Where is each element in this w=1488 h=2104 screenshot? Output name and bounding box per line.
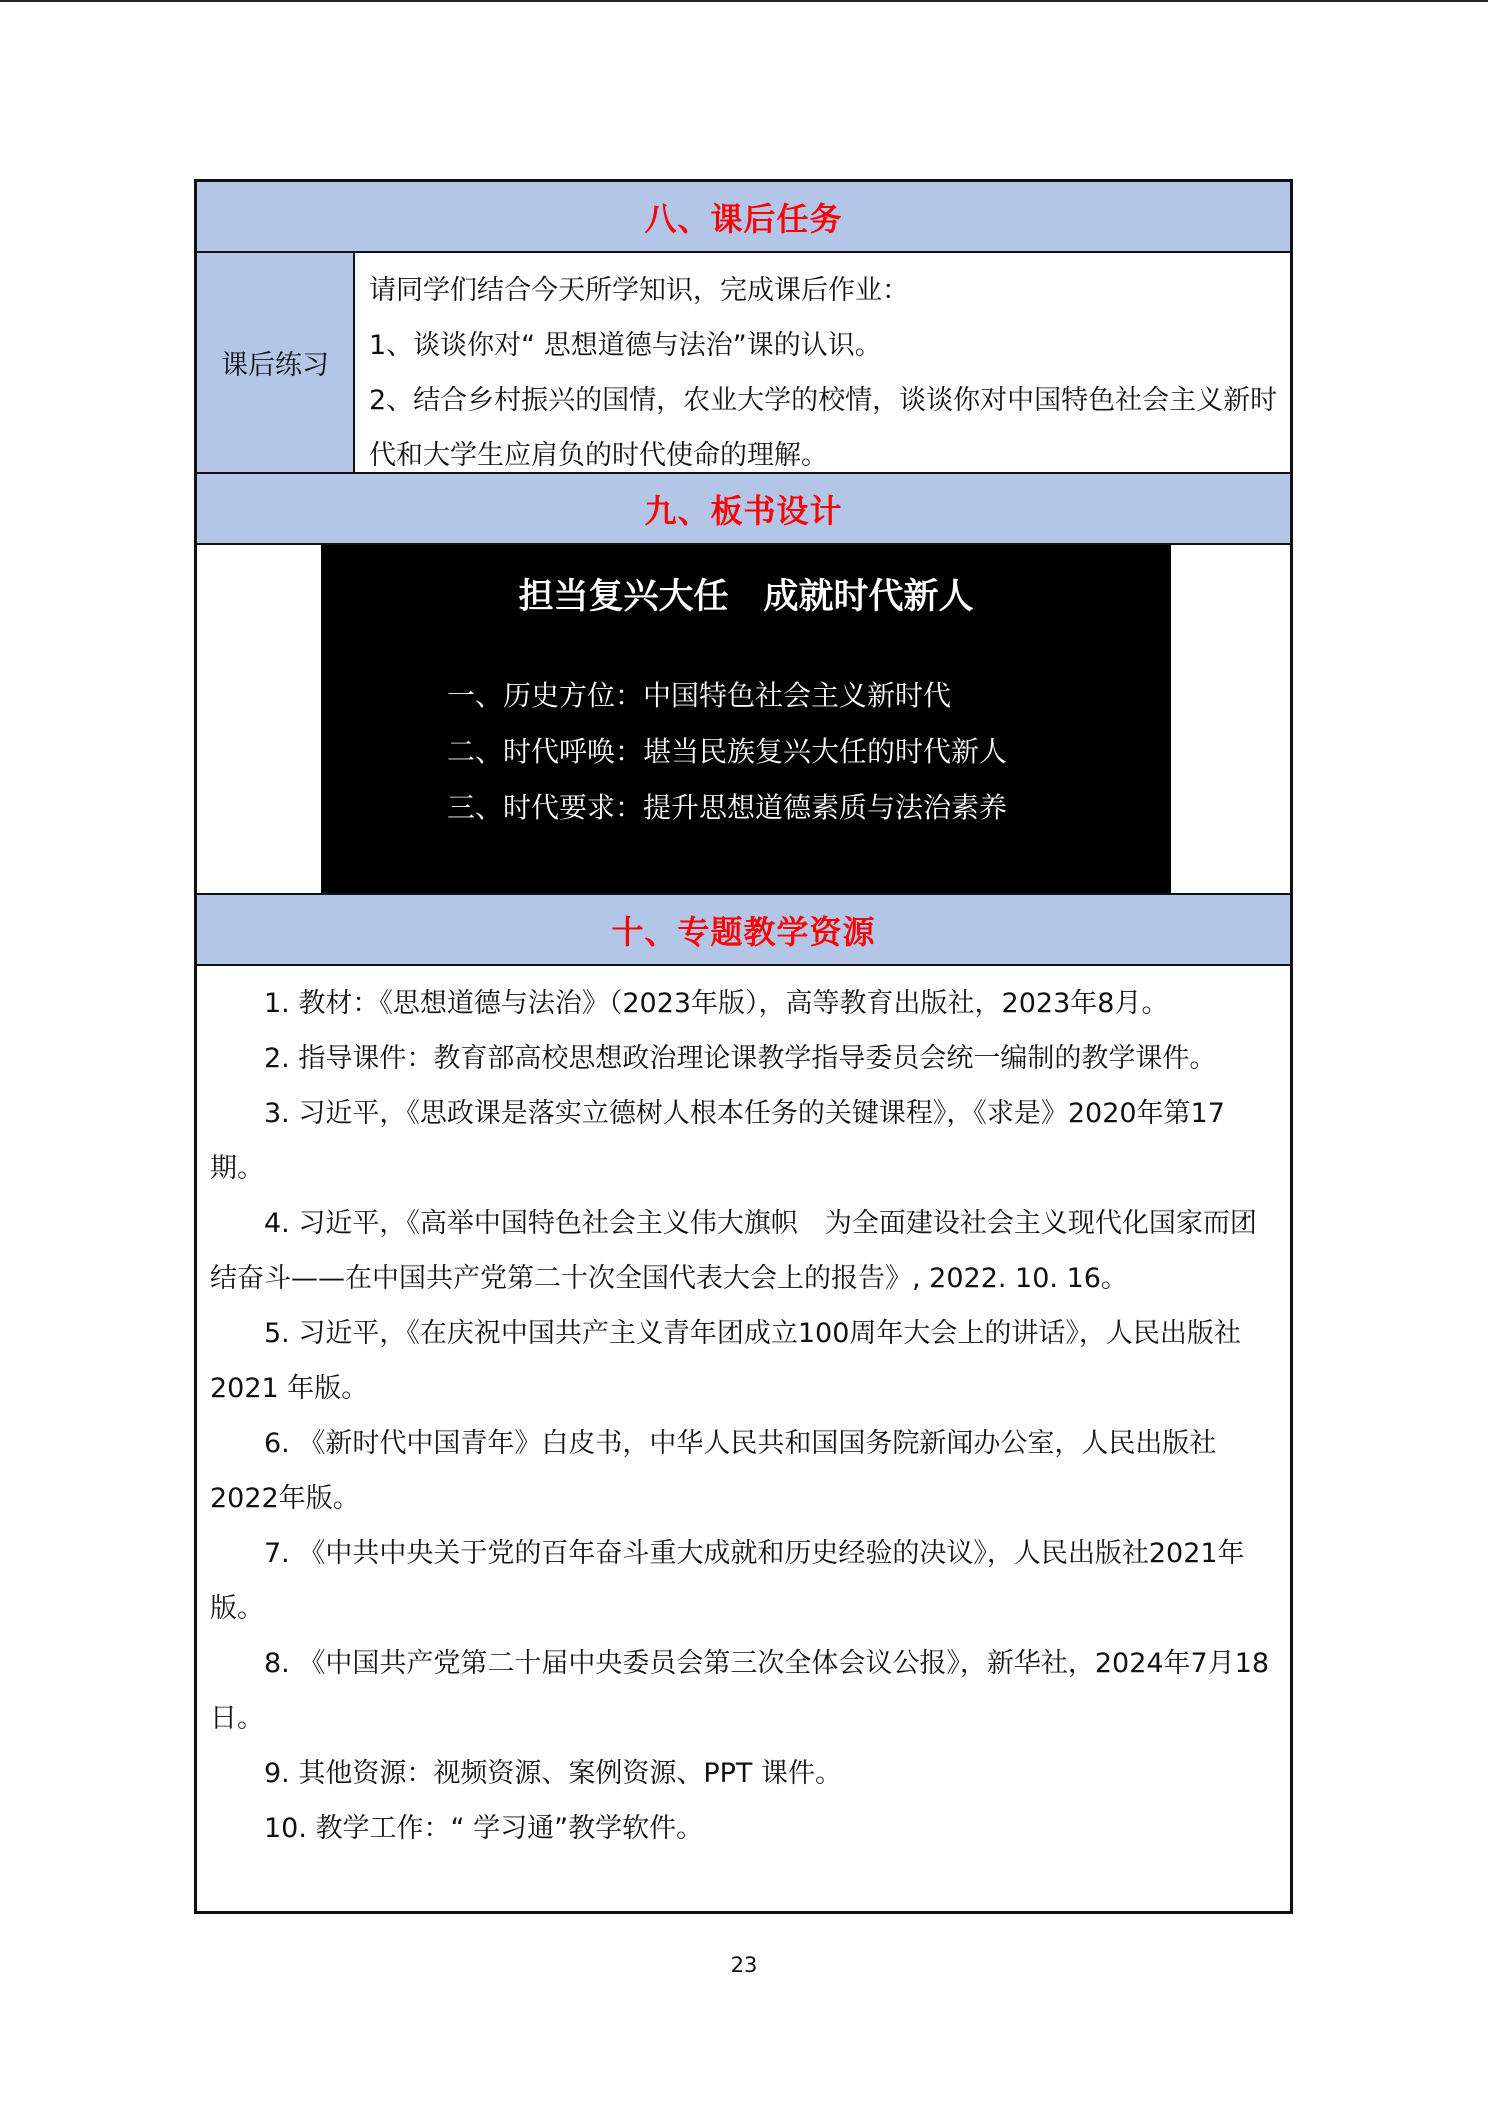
blackboard [321, 545, 1171, 893]
homework-line: 2、结合乡村振兴的国情，农业大学的校情，谈谈你对中国特色社会主义新时代和大学生应肩负的时代使命的理解。 [369, 385, 1278, 471]
lesson-plan-table [194, 179, 1293, 1914]
resource-item: 2. 指导课件：教育部高校思想政治理论课教学指导委员会统一编制的教学课件。 [264, 1043, 1217, 1074]
resource-item: 7. 《中共中央关于党的百年奋斗重大成就和历史经验的决议》，人民出版社2021年版。 [210, 1538, 1245, 1624]
resource-item: 4. 习近平，《高举中国特色社会主义伟大旗帜 为全面建设社会主义现代化国家而团结奋斗——在中国共产党第二十次全国代表大会上的报告》, 2022. 10. 16。 [210, 1208, 1257, 1294]
homework-line: 请同学们结合今天所学知识，完成课后作业： [369, 275, 909, 306]
homework-label-cell [197, 253, 355, 472]
resource-item: 3. 习近平，《思政课是落实立德树人根本任务的关键课程》，《求是》2020年第17期。 [210, 1098, 1225, 1184]
board-line: 三、时代要求：提升思想道德素质与法治素养 [447, 791, 1008, 824]
section-8-header [197, 182, 1290, 253]
resource-item: 1. 教材：《思想道德与法治》（2023年版），高等教育出版社，2023年8月。 [264, 988, 1169, 1019]
resource-item: 6. 《新时代中国青年》白皮书，中华人民共和国国务院新闻办公室，人民出版社2022年版。 [210, 1428, 1217, 1514]
resource-item: 10. 教学工作：“ 学习通”教学软件。 [264, 1813, 704, 1844]
board-lines [447, 668, 1007, 836]
homework-row [197, 253, 1290, 474]
resource-list [197, 966, 1290, 1911]
section-10-header [197, 895, 1290, 966]
section-10-title: 十、专题教学资源 [611, 912, 876, 951]
section-9-header [197, 474, 1290, 545]
board-title: 担当复兴大任 成就时代新人 [518, 577, 974, 617]
homework-label: 课后练习 [221, 350, 329, 381]
board-line: 二、时代呼唤：堪当民族复兴大任的时代新人 [447, 735, 1008, 768]
section-9-title: 九、板书设计 [644, 491, 843, 530]
section-8-title: 八、课后任务 [644, 199, 843, 238]
board-design-row [197, 545, 1290, 895]
homework-line: 1、谈谈你对“ 思想道德与法治”课的认识。 [369, 330, 882, 361]
board-line: 一、历史方位：中国特色社会主义新时代 [447, 679, 952, 712]
homework-content [355, 253, 1290, 472]
resource-item: 9. 其他资源：视频资源、案例资源、PPT 课件。 [264, 1758, 842, 1789]
page-number: 23 [730, 1953, 758, 1977]
resource-item: 5. 习近平，《在庆祝中国共产主义青年团成立100周年大会上的讲话》，人民出版社 2021 年版。 [210, 1318, 1241, 1404]
top-rule [0, 0, 1488, 2]
resource-item: 8. 《中国共产党第二十届中央委员会第三次全体会议公报》，新华社，2024年7月18日。 [210, 1648, 1270, 1734]
